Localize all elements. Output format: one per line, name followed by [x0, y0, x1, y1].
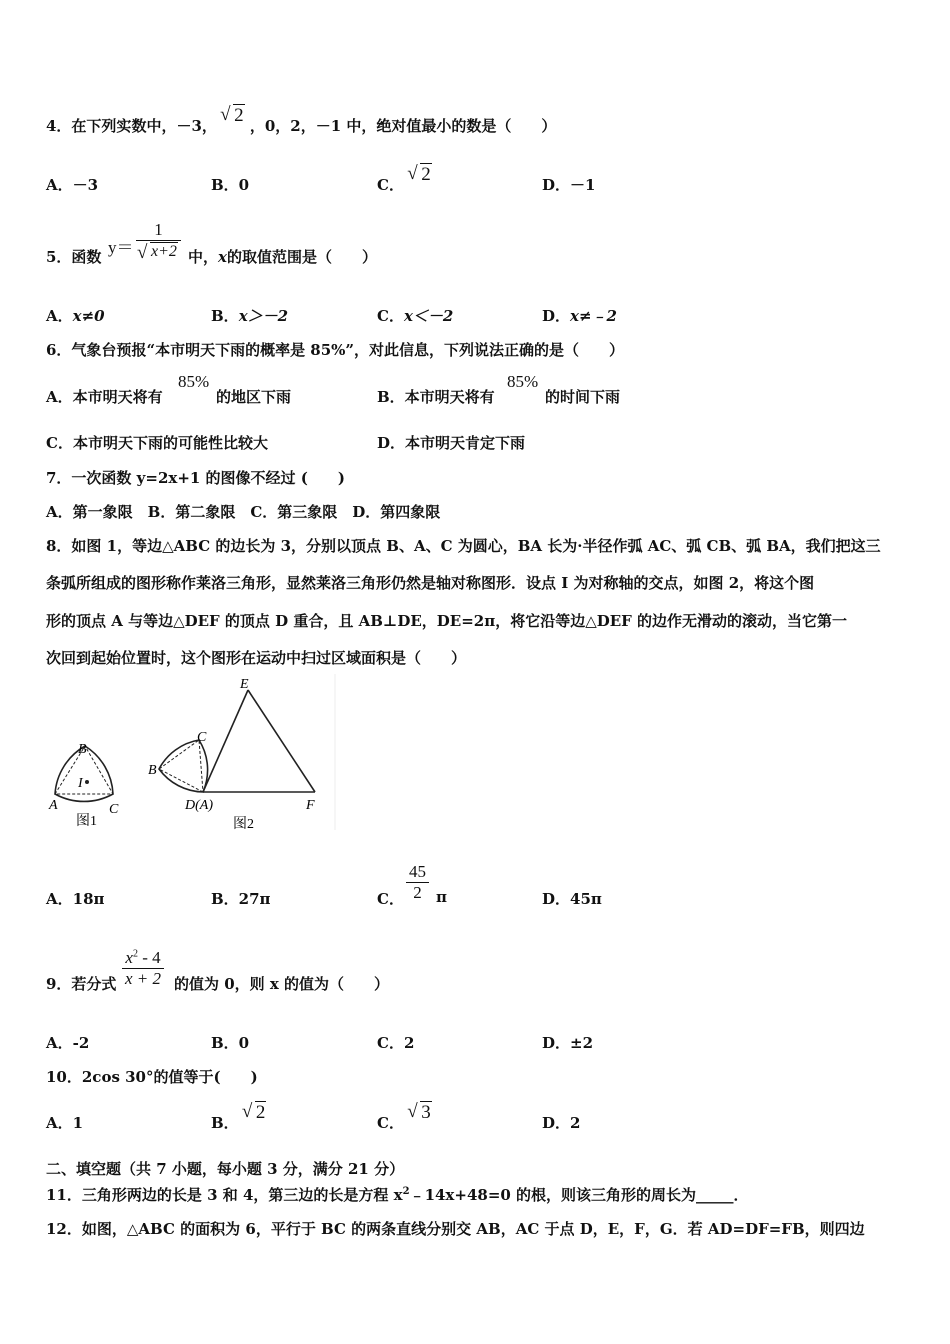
q5-option-a: A．x≠0	[46, 307, 105, 325]
q8-option-c-label: C．	[377, 890, 404, 908]
sqrt-2-symbol: √ 2	[244, 1102, 267, 1124]
point-I	[85, 780, 89, 784]
q6-option-a-percent: 85%	[178, 372, 210, 391]
q5-option-b: B．x＞－2	[211, 307, 289, 325]
q8-option-a: A．18π	[46, 890, 105, 908]
q12-text: 12．如图，△ABC 的面积为 6，平行于 BC 的两条直线分别交 AB，AC 于点 D，E，F，G．若 AD=DF=FB，则四边	[46, 1220, 865, 1238]
q6-option-b-pre: B．本市明天将有	[377, 388, 495, 406]
q5-fraction-numerator: 1	[154, 220, 163, 239]
figure-1-reuleaux-triangle	[48, 742, 119, 829]
q9-option-d: D．±2	[542, 1034, 594, 1052]
q10-option-c: C． √ 3	[377, 1112, 432, 1134]
q5-option-c: C．x＜－2	[377, 307, 454, 325]
reuleaux-arcs	[159, 740, 208, 792]
sqrt-symbol: √ x+2	[139, 243, 178, 261]
q10-stem: 10．2cos 30°的值等于( )	[46, 1068, 258, 1086]
q8-figures	[40, 672, 340, 837]
q8-option-c-fraction: $\frac{45}{2}$	[406, 862, 429, 903]
q8-option-d: D．45π	[542, 890, 602, 908]
q8-line-1: 8．如图 1，等边△ABC 的边长为 3，分别以顶点 B、A、C 为圆心，BA 长为·半径作弧 AC、弧 CB、弧 BA，我们把这三	[46, 537, 881, 555]
q8-option-c-pi: π	[436, 888, 447, 906]
q9-stem-rest: 的值为 0，则 x 的值为（ ）	[174, 975, 390, 993]
q4-option-b: B．0	[211, 176, 250, 194]
q4-option-d: D．－1	[542, 176, 596, 194]
q9-option-c: C．2	[377, 1034, 415, 1052]
q8-line-4: 次回到起始位置时，这个图形在运动中扫过区域面积是（ ）	[46, 649, 467, 667]
label-A: A	[49, 798, 58, 813]
q5-stem-rest: 中，x的取值范围是（ ）	[188, 248, 377, 266]
label-I: I	[78, 776, 83, 791]
q5-fraction	[136, 220, 181, 261]
q9-fraction: $\frac{x^2 - 4}{x + 2}$	[122, 948, 164, 989]
segment-DE	[203, 690, 248, 792]
q6-option-a-post: 的地区下雨	[216, 388, 292, 406]
q7-stem: 7．一次函数 y=2x+1 的图像不经过 ( )	[46, 469, 345, 487]
sqrt-3-symbol: √ 3	[409, 1102, 432, 1124]
q9-stem-label: 9．若分式	[46, 975, 117, 993]
q9-option-b: B．0	[211, 1034, 250, 1052]
q6-option-a-pre: A．本市明天将有	[46, 388, 163, 406]
q9-option-a: A．-2	[46, 1034, 90, 1052]
q4-stem: 4．在下列实数中，－3， √ 2 ，0，2，－1 中，绝对值最小的数是（ ）	[46, 115, 556, 137]
section-2-heading: 二、填空题（共 7 小题，每小题 3 分，满分 21 分）	[46, 1160, 405, 1178]
q6-option-b-post: 的时间下雨	[545, 388, 621, 406]
label-E: E	[240, 677, 249, 692]
q6-option-c: C．本市明天下雨的可能性比较大	[46, 434, 268, 452]
q10-option-b: B． √ 2	[211, 1112, 266, 1134]
label-C: C	[109, 802, 119, 817]
q8-option-b: B．27π	[211, 890, 271, 908]
label-B: B	[78, 742, 87, 757]
q10-option-d: D．2	[542, 1114, 581, 1132]
figure-2-rolling-triangle	[148, 674, 335, 832]
q5-option-d: D．x≠﹣2	[542, 307, 617, 325]
label-B: B	[148, 763, 157, 778]
q6-option-d: D．本市明天肯定下雨	[377, 434, 526, 452]
q10-option-a: A．1	[46, 1114, 84, 1132]
figure-1-caption: 图1	[76, 814, 97, 829]
sqrt-2-symbol: √ 2	[409, 164, 432, 186]
q7-options: A．第一象限 B．第二象限 C．第三象限 D．第四象限	[46, 503, 441, 521]
q6-stem: 6．气象台预报“本市明天下雨的概率是 85%”，对此信息，下列说法正确的是（ ）	[46, 341, 625, 359]
q5-stem-label: 5．函数	[46, 248, 102, 266]
q8-line-3: 形的顶点 A 与等边△DEF 的顶点 D 重合，且 AB⊥DE，DE=2π，将它沿等边△DEF 的边作无滑动的滚动，当它第一	[46, 612, 848, 630]
dashed-triangle	[159, 740, 203, 792]
figure-2-caption: 图2	[233, 817, 254, 832]
q11-text: 11．三角形两边的长是 3 和 4，第三边的长是方程 $x^2﹣14x+48=0$ 的根，则该三角形的周长为_____．	[46, 1186, 749, 1204]
label-F: F	[306, 798, 315, 813]
q4-option-a: A．－3	[46, 176, 99, 194]
label-C: C	[197, 730, 207, 745]
segment-EF	[248, 690, 315, 792]
sqrt-2-symbol: √ 2	[222, 105, 245, 127]
q4-option-c: C． √ 2	[377, 174, 432, 196]
q5-y-equals: y＝	[108, 238, 134, 257]
q8-line-2: 条弧所组成的图形称作莱洛三角形，显然莱洛三角形仍然是轴对称图形．设点 I 为对称轴的交点，如图 2，将这个图	[46, 574, 815, 592]
q6-option-b-percent: 85%	[507, 372, 539, 391]
label-DA: D(A)	[185, 798, 213, 813]
